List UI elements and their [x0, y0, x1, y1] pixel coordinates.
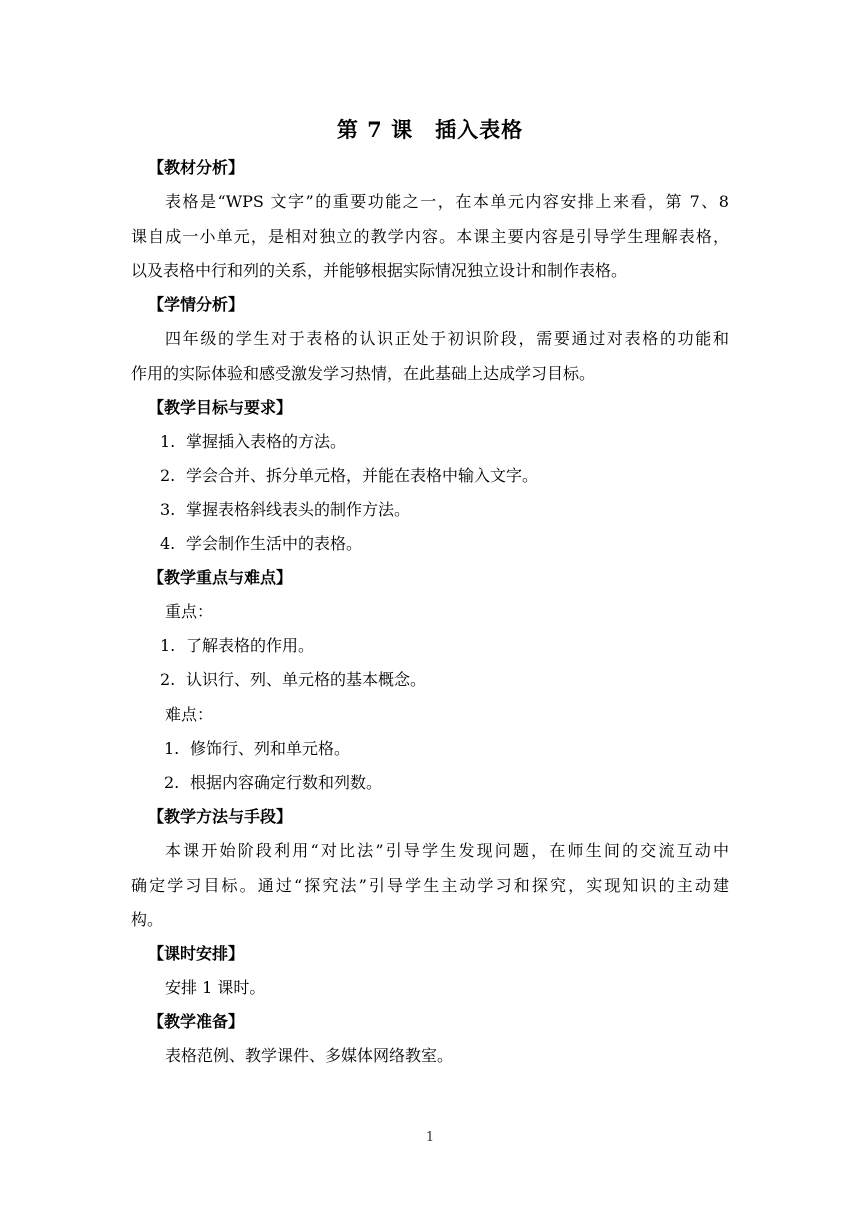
section-heading-students: 【学情分析】 [148, 295, 245, 314]
paragraph-line: 确定学习目标。通过“探究法”引导学生主动学习和探究，实现知识的主动建 [131, 876, 729, 895]
list-number: 2. [164, 773, 180, 792]
section-heading-prep: 【教学准备】 [148, 1012, 245, 1031]
list-text: 学会制作生活中的表格。 [186, 534, 363, 553]
list-number: 3. [160, 500, 176, 519]
paragraph-line: 四年级的学生对于表格的认识正处于初识阶段，需要通过对表格的功能和 [165, 329, 729, 348]
list-item [160, 668, 426, 692]
lesson-number: 第 7 课 [336, 117, 414, 142]
list-item [160, 430, 346, 454]
list-text: 掌握插入表格的方法。 [186, 432, 347, 451]
section-heading-schedule: 【课时安排】 [148, 944, 245, 963]
paragraph-line: 构。 [131, 910, 164, 929]
list-number: 1. [160, 636, 176, 655]
paragraph-line: 课自成一小单元，是相对独立的教学内容。本课主要内容是引导学生理解表格， [131, 227, 729, 246]
paragraph-line: 作用的实际体验和感受激发学习热情，在此基础上达成学习目标。 [131, 364, 596, 383]
paragraph-line: 表格范例、教学课件、多媒体网络教室。 [165, 1046, 454, 1065]
list-text: 修饰行、列和单元格。 [190, 739, 351, 758]
section-heading-keypoints: 【教学重点与难点】 [148, 568, 293, 587]
page-title [0, 114, 860, 144]
list-number: 2. [160, 466, 176, 485]
list-number: 2. [160, 670, 176, 689]
paragraph-line: 表格是“WPS 文字”的重要功能之一，在本单元内容安排上来看，第 7、8 [165, 192, 729, 211]
page-number: 1 [425, 1130, 435, 1145]
list-number: 1. [160, 432, 176, 451]
list-number: 1. [164, 739, 180, 758]
section-heading-material: 【教材分析】 [148, 158, 245, 177]
paragraph-line: 以及表格中行和列的关系，并能够根据实际情况独立设计和制作表格。 [131, 261, 628, 280]
list-text: 了解表格的作用。 [186, 636, 315, 655]
list-item [160, 634, 314, 658]
list-item [164, 771, 382, 795]
list-text: 根据内容确定行数和列数。 [190, 773, 383, 792]
list-item [160, 498, 410, 522]
lesson-topic: 插入表格 [435, 117, 524, 142]
list-item [164, 737, 350, 761]
hard-label: 难点： [165, 705, 214, 724]
list-text: 掌握表格斜线表头的制作方法。 [186, 500, 411, 519]
list-number: 4. [160, 534, 176, 553]
list-text: 学会合并、拆分单元格，并能在表格中输入文字。 [186, 466, 539, 485]
paragraph-line: 安排 1 课时。 [165, 978, 266, 997]
section-heading-goals: 【教学目标与要求】 [148, 398, 293, 417]
key-label: 重点： [165, 602, 214, 621]
list-item [160, 532, 362, 556]
paragraph-line: 本课开始阶段利用“对比法”引导学生发现问题，在师生间的交流互动中 [165, 841, 729, 860]
list-item [160, 464, 538, 488]
list-text: 认识行、列、单元格的基本概念。 [186, 670, 427, 689]
section-heading-methods: 【教学方法与手段】 [148, 807, 293, 826]
